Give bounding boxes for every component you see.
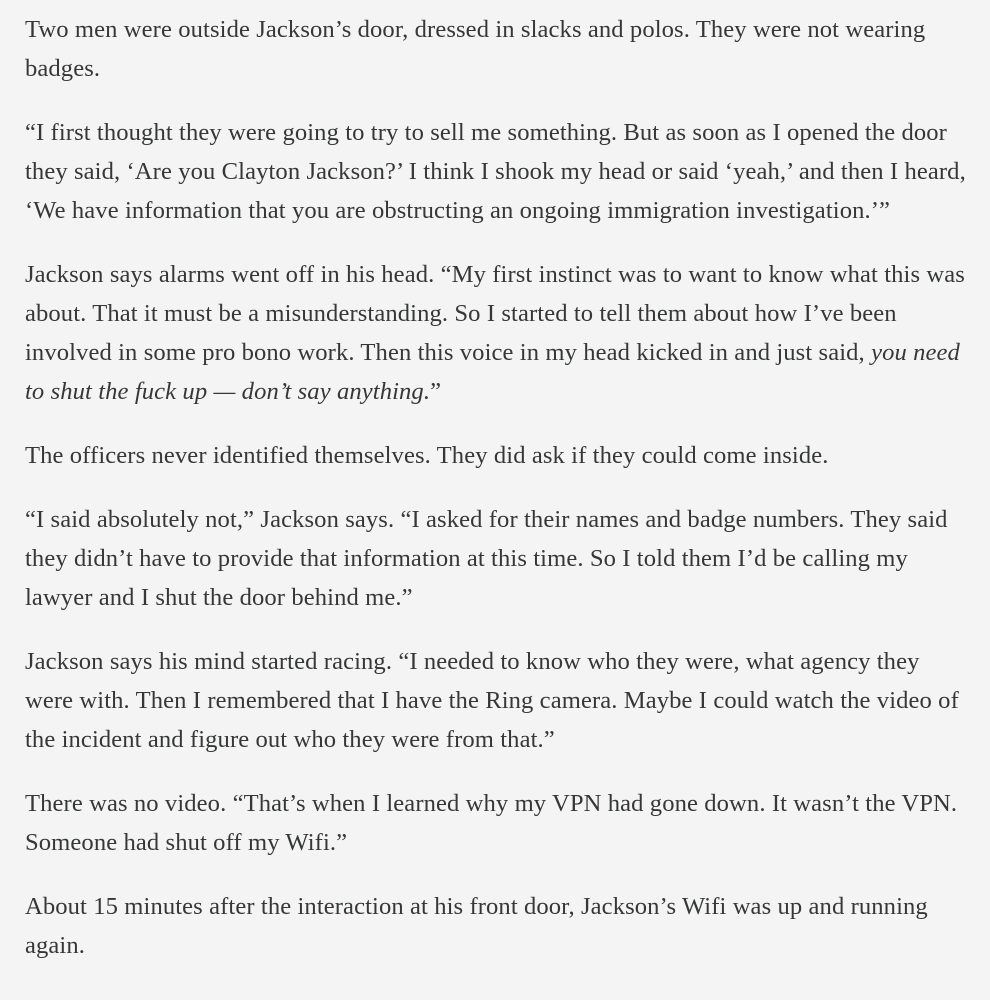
paragraph-3 <box>25 255 970 411</box>
paragraph-3-closing-quote: ” <box>430 378 442 405</box>
paragraph-8: About 15 minutes after the interaction at his front door, Jackson’s Wifi was up and running again. <box>25 893 928 959</box>
article-body <box>25 10 970 990</box>
paragraph-4: The officers never identified themselves. They did ask if they could come inside. <box>25 442 829 469</box>
paragraph-3-text: Jackson says alarms went off in his head. “My first instinct was to want to know what this was about. That it must be a misunderstanding. So I started to tell them about how I’ve been involved in some pro bono work. Then this voice in my head kicked in and just said, <box>25 261 965 366</box>
paragraph-2: “I first thought they were going to try to sell me something. But as soon as I opened the door they said, ‘Are you Clayton Jackson?’ I think I shook my head or said ‘yeah,’ and then I heard, ‘We have information that you are obstructing an ongoing immigration investigation.’” <box>25 119 966 224</box>
paragraph-5: “I said absolutely not,” Jackson says. “I asked for their names and badge numbers. They said they didn’t have to provide that information at this time. So I told them I’d be calling my lawyer and I shut the door behind me.” <box>25 506 948 611</box>
paragraph-6: Jackson says his mind started racing. “I needed to know who they were, what agency they were with. Then I remembered that I have the Ring camera. Maybe I could watch the video of the incident and figure out who they were from that.” <box>25 648 959 753</box>
paragraph-1: Two men were outside Jackson’s door, dressed in slacks and polos. They were not wearing badges. <box>25 16 926 82</box>
paragraph-7: There was no video. “That’s when I learned why my VPN had gone down. It wasn’t the VPN. Someone had shut off my Wifi.” <box>25 790 958 856</box>
paragraph-3-emphasis: you need to shut the fuck up — don’t say anything. <box>25 339 960 405</box>
